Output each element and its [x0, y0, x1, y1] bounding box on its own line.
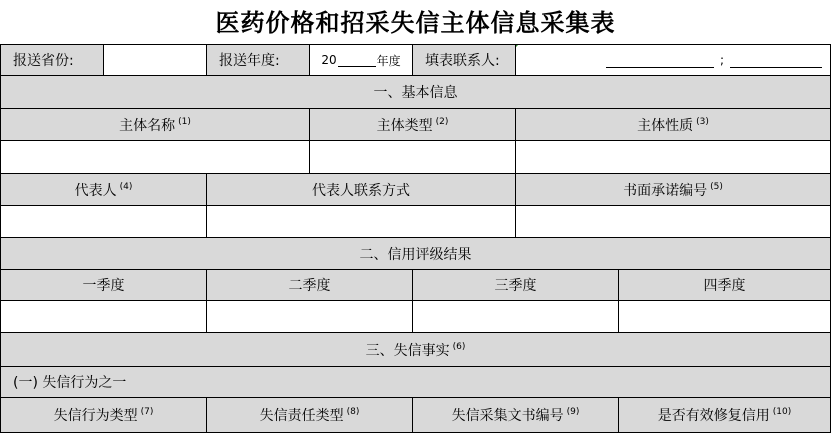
section-credit-rating: 二、信用评级结果: [0, 237, 831, 270]
subsection-behavior-1: (一) 失信行为之一: [0, 366, 831, 398]
header-commitment-number: [515, 173, 831, 206]
header-label: 主体类型: [376, 117, 433, 134]
header-label: 代表人: [74, 182, 117, 199]
contact-input[interactable]: [515, 44, 831, 76]
year-blank[interactable]: [338, 54, 376, 67]
header-q1: 一季度: [0, 269, 207, 301]
header-behavior-type: [0, 397, 207, 433]
contact-separator: ;: [719, 53, 724, 67]
header-q3: 三季度: [412, 269, 619, 301]
entity-nature-input[interactable]: [515, 140, 831, 174]
entity-type-input[interactable]: [309, 140, 516, 174]
contact-phone-blank[interactable]: [730, 53, 822, 68]
header-label: 主体性质: [637, 117, 694, 134]
header-entity-type: [309, 108, 516, 141]
header-representative: [0, 173, 207, 206]
footnote-ref: (5): [710, 181, 723, 192]
footnote-ref: (10): [772, 407, 792, 417]
province-input[interactable]: [103, 44, 207, 76]
section-facts-label: 三、失信事实: [365, 342, 450, 359]
year-label: 报送年度:: [206, 44, 310, 76]
header-credit-repaired: [618, 397, 831, 433]
year-suffix: 年度: [376, 53, 401, 68]
header-label: 失信责任类型: [259, 408, 344, 424]
header-entity-name: [0, 108, 310, 141]
header-q4: 四季度: [618, 269, 831, 301]
form-title: 医药价格和招采失信主体信息采集表: [215, 8, 616, 37]
year-input[interactable]: [309, 44, 413, 76]
footnote-ref: (3): [696, 116, 709, 127]
header-q2: 二季度: [206, 269, 413, 301]
footnote-ref: (4): [119, 181, 133, 192]
footnote-ref: (9): [566, 407, 580, 417]
footnote-ref: (7): [140, 407, 154, 417]
q3-input[interactable]: [412, 300, 619, 333]
commitment-number-input[interactable]: [515, 205, 831, 238]
footnote-ref: (8): [346, 407, 360, 417]
province-label: 报送省份:: [0, 44, 104, 76]
header-entity-nature: [515, 108, 831, 141]
header-representative-contact: [206, 173, 516, 206]
section-facts: [0, 332, 831, 367]
representative-contact-input[interactable]: [206, 205, 516, 238]
header-responsibility-type: [206, 397, 413, 433]
header-label: 失信行为类型: [53, 408, 138, 424]
section-basic-info: 一、基本信息: [0, 75, 831, 109]
contact-label: 填表联系人:: [412, 44, 516, 76]
header-label: 书面承诺编号: [623, 182, 708, 199]
footnote-ref: (6): [452, 341, 466, 352]
q4-input[interactable]: [618, 300, 831, 333]
header-label: 主体名称: [119, 117, 176, 134]
footnote-ref: (1): [178, 116, 191, 127]
contact-name-blank[interactable]: [606, 53, 714, 68]
q1-input[interactable]: [0, 300, 207, 333]
header-document-number: [412, 397, 619, 433]
header-label: 是否有效修复信用: [657, 408, 770, 424]
header-label: 代表人联系方式: [312, 182, 410, 199]
representative-input[interactable]: [0, 205, 207, 238]
entity-name-input[interactable]: [0, 140, 310, 174]
header-label: 失信采集文书编号: [451, 408, 564, 424]
footnote-ref: (2): [435, 116, 449, 127]
year-prefix: 20: [321, 53, 337, 67]
q2-input[interactable]: [206, 300, 413, 333]
